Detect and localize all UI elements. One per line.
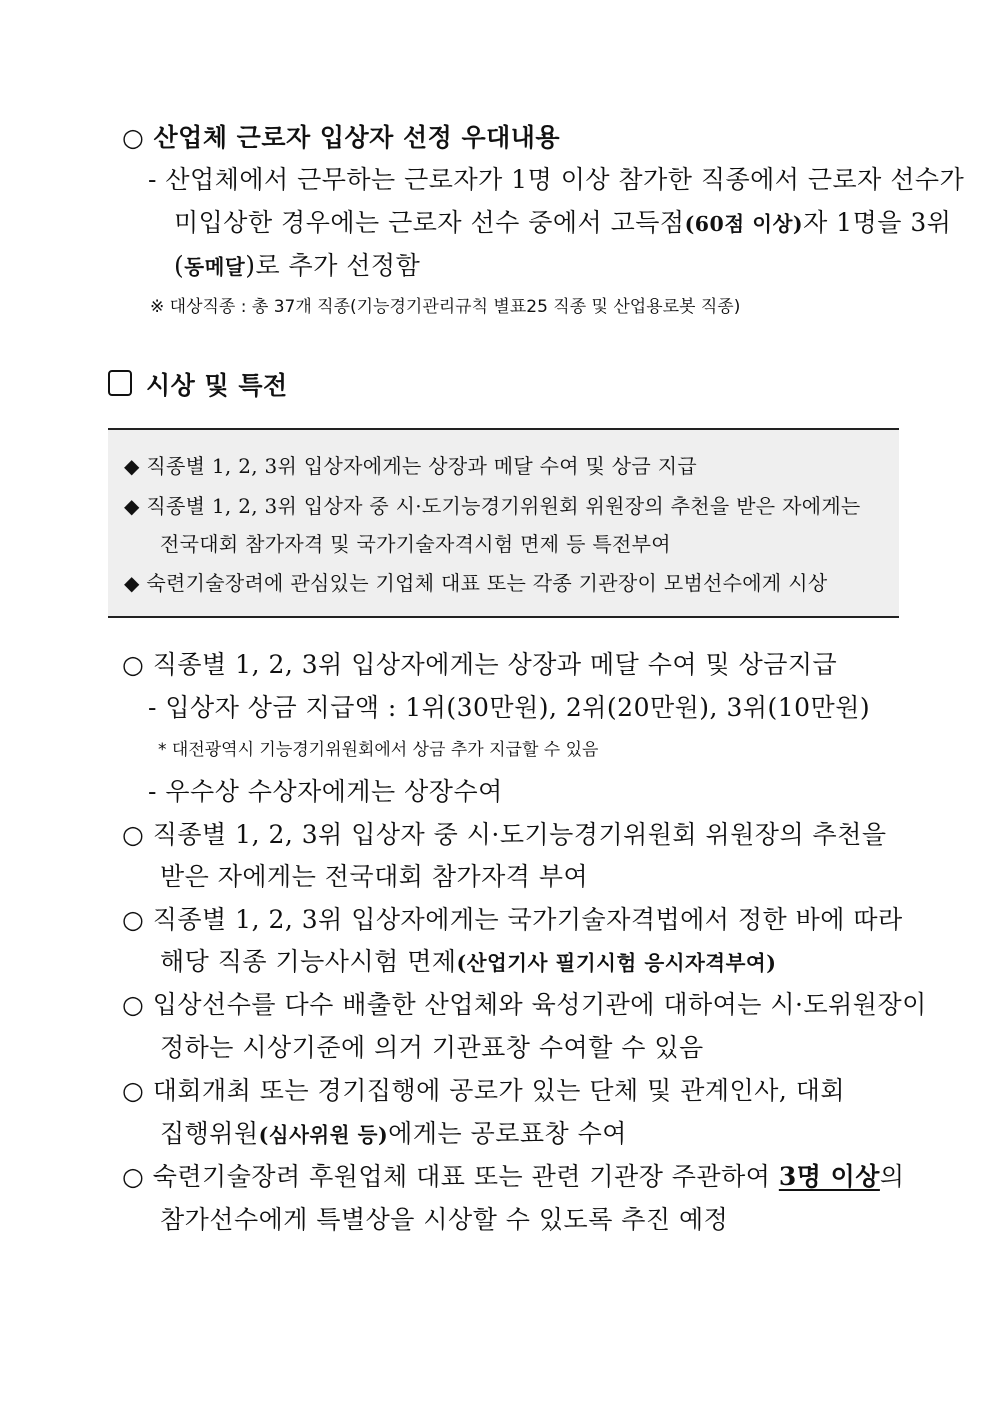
paren-open: ( bbox=[174, 251, 185, 280]
worker-preference-line-1: - 산업체에서 근무하는 근로자가 1명 이상 참가한 직종에서 근로자 선수가 bbox=[148, 165, 965, 194]
detail-prize-note: * 대전광역시 기능경기위원회에서 상금 추가 지급할 수 있음 bbox=[158, 740, 599, 760]
special-award-threshold: 3명 이상 bbox=[778, 1162, 880, 1191]
detail-special-award-2: 참가선수에게 특별상을 시상할 수 있도록 추진 예정 bbox=[160, 1205, 729, 1234]
section-title-awards: 시상 및 특전 bbox=[146, 371, 288, 400]
worker-preference-line-2-text: 미입상한 경우에는 근로자 선수 중에서 고득점 bbox=[174, 208, 685, 237]
worker-preference-line-2 bbox=[174, 203, 951, 239]
bronze-medal: 동메달 bbox=[184, 255, 246, 279]
target-categories-note: ※ 대상직종 : 총 37개 직종(기능경기관리규칙 별표25 직종 및 산업용로봇 직종) bbox=[150, 297, 741, 317]
detail-excellence-award: - 우수상 수상자에게는 상장수여 bbox=[148, 777, 503, 806]
detail-institution-award-2: 정하는 시상기준에 의거 기관표창 수여할 수 있음 bbox=[160, 1033, 704, 1062]
detail-prize-amounts: - 입상자 상금 지급액 : 1위(30만원), 2위(20만원), 3위(10만원) bbox=[148, 693, 871, 722]
detail-merit-award-1: ○ 대회개최 또는 경기집행에 공로가 있는 단체 및 관계인사, 대회 bbox=[122, 1076, 846, 1105]
merit-award-tail: 에게는 공로표창 수여 bbox=[388, 1119, 627, 1148]
score-threshold: (60점 이상) bbox=[684, 212, 804, 236]
detail-prize-money: ○ 직종별 1, 2, 3위 입상자에게는 상장과 메달 수여 및 상금지급 bbox=[122, 650, 838, 679]
detail-special-award-1 bbox=[122, 1157, 905, 1193]
detail-exam-exemption-2 bbox=[160, 942, 776, 978]
worker-preference-line-3 bbox=[174, 246, 420, 282]
merit-award-bold: (심사위원 등) bbox=[258, 1123, 389, 1147]
detail-institution-award-1: ○ 입상선수를 다수 배출한 산업체와 육성기관에 대하여는 시·도위원장이 bbox=[122, 990, 927, 1019]
special-award-tail: 의 bbox=[879, 1162, 905, 1191]
exam-exemption-bold: (산업기사 필기시험 응시자격부여) bbox=[456, 951, 777, 975]
detail-exam-exemption-1: ○ 직종별 1, 2, 3위 입상자에게는 국가기술자격법에서 정한 바에 따라 bbox=[122, 905, 903, 934]
special-award-text: ○ 숙련기술장려 후원업체 대표 또는 관련 기관장 주관하여 bbox=[122, 1162, 779, 1191]
section-checkbox-icon bbox=[108, 370, 132, 396]
summary-item-2-continued: 전국대회 참가자격 및 국가기술자격시험 면제 등 특전부여 bbox=[160, 532, 671, 556]
merit-award-text: 집행위원 bbox=[160, 1119, 259, 1148]
summary-item-1: ◆ 직종별 1, 2, 3위 입상자에게는 상장과 메달 수여 및 상금 지급 bbox=[124, 454, 697, 478]
summary-item-3: ◆ 숙련기술장려에 관심있는 기업체 대표 또는 각종 기관장이 모범선수에게 시상 bbox=[124, 571, 828, 595]
detail-merit-award-2 bbox=[160, 1114, 627, 1150]
summary-item-2: ◆ 직종별 1, 2, 3위 입상자 중 시·도기능경기위원회 위원장의 추천을 받은 자에게는 bbox=[124, 494, 861, 518]
exam-exemption-text: 해당 직종 기능사시험 면제 bbox=[160, 947, 457, 976]
detail-national-qualification-2: 받은 자에게는 전국대회 참가자격 부여 bbox=[160, 862, 589, 891]
detail-national-qualification-1: ○ 직종별 1, 2, 3위 입상자 중 시·도기능경기위원회 위원장의 추천을 bbox=[122, 820, 887, 849]
worker-preference-line-2-tail: 자 1명을 3위 bbox=[803, 208, 952, 237]
section-heading-worker-preference: ○ 산업체 근로자 입상자 선정 우대내용 bbox=[122, 123, 561, 152]
worker-preference-line-3-tail: )로 추가 선정함 bbox=[245, 251, 421, 280]
